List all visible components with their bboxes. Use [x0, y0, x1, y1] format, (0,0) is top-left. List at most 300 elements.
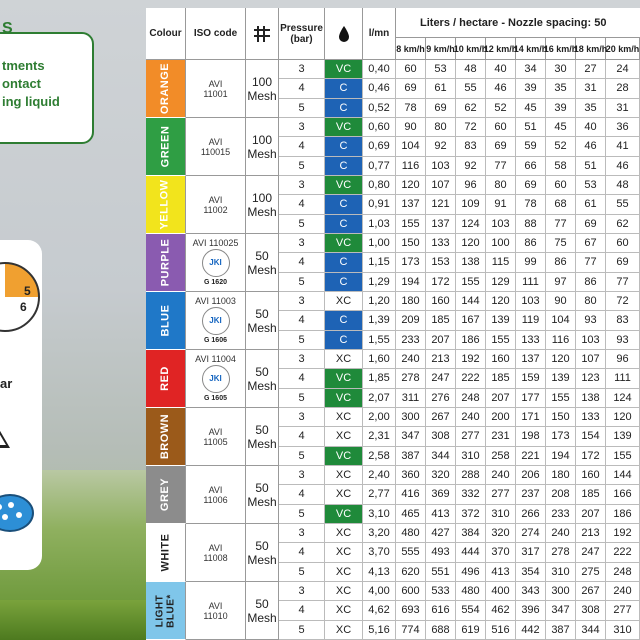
table-cell: 90 — [546, 292, 576, 311]
header-lmin: l/mn — [363, 8, 396, 60]
speed-header: 10 km/h — [456, 38, 486, 60]
table-row — [279, 331, 640, 350]
table-cell: 66 — [516, 157, 546, 176]
table-cell: 133 — [516, 331, 546, 350]
table-cell: 58 — [546, 157, 576, 176]
table-row — [279, 311, 640, 330]
table-cell: 93 — [606, 331, 640, 350]
table-cell: 62 — [456, 99, 486, 118]
table-cell: 124 — [606, 389, 640, 408]
table-cell: 347 — [396, 427, 426, 446]
table-row — [279, 350, 640, 369]
table-cell: 124 — [456, 215, 486, 234]
table-cell: 462 — [486, 601, 516, 620]
table-cell: 3 — [279, 60, 325, 79]
colour-cell — [146, 466, 186, 524]
table-cell: 344 — [426, 447, 456, 466]
table-cell: 103 — [516, 292, 546, 311]
droplet-class-badge: C — [325, 79, 363, 98]
droplet-class-badge: VC — [325, 505, 363, 524]
table-cell: 104 — [546, 311, 576, 330]
table-cell: 123 — [576, 369, 606, 388]
table-cell: 69 — [396, 79, 426, 98]
table-cell: 27 — [576, 60, 606, 79]
table-row — [279, 157, 640, 176]
droplet-class-badge: VC — [325, 447, 363, 466]
droplet-class-badge: XC — [325, 524, 363, 543]
iso-code-text: AVI 11008 — [203, 542, 228, 563]
table-cell: 277 — [486, 485, 516, 504]
table-cell: 55 — [606, 195, 640, 214]
iso-code — [186, 60, 246, 118]
table-cell: 194 — [546, 447, 576, 466]
table-cell: 1,29 — [363, 273, 396, 292]
colour-cell — [146, 408, 186, 466]
jki-seal-icon — [202, 307, 230, 335]
table-cell: 0,52 — [363, 99, 396, 118]
table-cell: 207 — [486, 389, 516, 408]
table-cell: 77 — [546, 215, 576, 234]
speed-header: 20 km/h — [606, 38, 640, 60]
table-cell: 3,20 — [363, 524, 396, 543]
info-card-title: S — [2, 20, 13, 37]
table-cell: 100 — [486, 234, 516, 253]
table-cell: 53 — [576, 176, 606, 195]
table-cell: 48 — [456, 60, 486, 79]
droplet-class-badge: XC — [325, 350, 363, 369]
table-cell: 120 — [486, 292, 516, 311]
table-cell: 104 — [396, 137, 426, 156]
mesh-size: 50 Mesh — [246, 350, 279, 408]
gauge-value: 5 — [24, 284, 31, 298]
table-cell: 3 — [279, 350, 325, 369]
droplet-class-badge: VC — [325, 118, 363, 137]
droplet-icon — [325, 8, 363, 60]
table-cell: 46 — [606, 157, 640, 176]
droplet-class-badge: XC — [325, 485, 363, 504]
table-cell: 4 — [279, 427, 325, 446]
nozzle-group — [146, 292, 640, 350]
table-cell: 200 — [486, 408, 516, 427]
table-cell: 2,77 — [363, 485, 396, 504]
table-cell: 3 — [279, 234, 325, 253]
table-cell: 317 — [516, 543, 546, 562]
colour-cell — [146, 524, 186, 582]
table-cell: 120 — [396, 176, 426, 195]
mesh-grid-icon — [246, 8, 279, 60]
table-cell: 516 — [486, 621, 516, 640]
droplet-class-badge: C — [325, 99, 363, 118]
table-cell: 80 — [486, 176, 516, 195]
droplet-class-badge: C — [325, 157, 363, 176]
table-cell: 120 — [456, 234, 486, 253]
table-cell: 80 — [426, 118, 456, 137]
table-cell: 51 — [576, 157, 606, 176]
table-cell: 99 — [516, 253, 546, 272]
table-cell: 69 — [426, 99, 456, 118]
table-row — [279, 505, 640, 524]
table-cell: 133 — [576, 408, 606, 427]
table-cell: 533 — [426, 582, 456, 601]
colour-label: WHITE — [158, 533, 171, 572]
table-cell: 69 — [576, 215, 606, 234]
droplet-class-badge: C — [325, 215, 363, 234]
table-cell: 248 — [606, 563, 640, 582]
table-row — [279, 137, 640, 156]
iso-code — [186, 176, 246, 234]
mesh-size: 100 Mesh — [246, 118, 279, 176]
table-cell: 139 — [486, 311, 516, 330]
table-cell: 465 — [396, 505, 426, 524]
table-cell: 155 — [606, 447, 640, 466]
table-row — [279, 273, 640, 292]
nozzle-group — [146, 176, 640, 234]
table-cell: 83 — [606, 311, 640, 330]
table-cell: 207 — [576, 505, 606, 524]
table-cell: 4 — [279, 79, 325, 98]
table-cell: 59 — [516, 137, 546, 156]
jki-mark: JKI — [209, 373, 222, 383]
table-cell: 288 — [456, 466, 486, 485]
table-cell: 247 — [426, 369, 456, 388]
table-cell: 4 — [279, 195, 325, 214]
table-cell: 177 — [516, 389, 546, 408]
droplet-class-badge: VC — [325, 234, 363, 253]
table-row — [279, 427, 640, 446]
table-cell: 310 — [546, 563, 576, 582]
table-cell: 120 — [606, 408, 640, 427]
table-cell: 103 — [426, 157, 456, 176]
colour-label: PURPLE — [159, 238, 171, 287]
table-cell: 554 — [456, 601, 486, 620]
table-cell: 600 — [396, 582, 426, 601]
mesh-size: 50 Mesh — [246, 524, 279, 582]
table-cell: 4,13 — [363, 563, 396, 582]
table-cell: 103 — [576, 331, 606, 350]
table-cell: 0,91 — [363, 195, 396, 214]
droplet-class-badge: XC — [325, 466, 363, 485]
table-cell: 1,55 — [363, 331, 396, 350]
table-cell: 233 — [396, 331, 426, 350]
table-cell: 0,77 — [363, 157, 396, 176]
table-row — [279, 195, 640, 214]
table-cell: 1,60 — [363, 350, 396, 369]
table-cell: 144 — [606, 466, 640, 485]
droplet-class-badge: VC — [325, 369, 363, 388]
table-cell: 555 — [396, 543, 426, 562]
table-cell: 5 — [279, 157, 325, 176]
info-card — [0, 20, 94, 144]
table-cell: 55 — [456, 79, 486, 98]
table-cell: 185 — [576, 485, 606, 504]
nozzle-group — [146, 524, 640, 582]
table-cell: 129 — [486, 273, 516, 292]
table-cell: 343 — [516, 582, 546, 601]
table-cell: 39 — [516, 79, 546, 98]
droplet-class-badge: C — [325, 311, 363, 330]
table-cell: 1,85 — [363, 369, 396, 388]
table-cell: 72 — [456, 118, 486, 137]
table-cell: 68 — [546, 195, 576, 214]
table-cell: 52 — [486, 99, 516, 118]
table-cell: 354 — [516, 563, 546, 582]
speed-header: 8 km/h — [396, 38, 426, 60]
table-cell: 396 — [516, 601, 546, 620]
table-cell: 344 — [576, 621, 606, 640]
table-cell: 60 — [606, 234, 640, 253]
table-cell: 111 — [516, 273, 546, 292]
table-cell: 60 — [546, 176, 576, 195]
jki-seal-icon — [202, 249, 230, 277]
table-cell: 28 — [606, 79, 640, 98]
table-cell: 39 — [546, 99, 576, 118]
table-cell: 3,10 — [363, 505, 396, 524]
colour-cell — [146, 292, 186, 350]
mesh-size: 50 Mesh — [246, 582, 279, 640]
table-cell: 308 — [576, 601, 606, 620]
table-cell: 173 — [396, 253, 426, 272]
table-cell: 137 — [396, 195, 426, 214]
table-cell: 231 — [486, 427, 516, 446]
table-cell: 222 — [456, 369, 486, 388]
table-cell: 300 — [396, 408, 426, 427]
table-cell: 277 — [456, 427, 486, 446]
table-cell: 173 — [546, 427, 576, 446]
table-cell: 774 — [396, 621, 426, 640]
droplet-class-badge: C — [325, 137, 363, 156]
table-row — [279, 408, 640, 427]
table-cell: 2,40 — [363, 466, 396, 485]
table-cell: 34 — [516, 60, 546, 79]
table-row — [279, 292, 640, 311]
droplet-class-badge: C — [325, 273, 363, 292]
table-cell: 0,46 — [363, 79, 396, 98]
table-cell: 240 — [486, 466, 516, 485]
table-row — [279, 563, 640, 582]
droplet-class-badge: XC — [325, 543, 363, 562]
table-cell: 493 — [426, 543, 456, 562]
table-cell: 96 — [606, 350, 640, 369]
table-row — [279, 466, 640, 485]
iso-code — [186, 292, 246, 350]
droplet-class-badge: XC — [325, 427, 363, 446]
table-cell: 61 — [426, 79, 456, 98]
table-cell: 121 — [426, 195, 456, 214]
table-cell: 3 — [279, 466, 325, 485]
table-cell: 320 — [426, 466, 456, 485]
table-cell: 24 — [606, 60, 640, 79]
table-cell: 5 — [279, 215, 325, 234]
table-cell: 208 — [546, 485, 576, 504]
iso-code — [186, 408, 246, 466]
table-cell: 155 — [486, 331, 516, 350]
table-cell: 5 — [279, 447, 325, 466]
table-cell: 167 — [456, 311, 486, 330]
table-cell: 320 — [486, 524, 516, 543]
table-cell: 310 — [486, 505, 516, 524]
table-cell: 185 — [486, 369, 516, 388]
table-row — [279, 176, 640, 195]
jki-seal-icon — [202, 365, 230, 393]
table-cell: 3 — [279, 408, 325, 427]
table-cell: 266 — [516, 505, 546, 524]
table-cell: 194 — [396, 273, 426, 292]
colour-label: ORANGE — [159, 62, 171, 115]
table-cell: 186 — [456, 331, 486, 350]
table-cell: 240 — [456, 408, 486, 427]
table-cell: 115 — [486, 253, 516, 272]
table-cell: 60 — [396, 60, 426, 79]
table-cell: 267 — [576, 582, 606, 601]
table-row — [279, 543, 640, 562]
table-cell: 332 — [456, 485, 486, 504]
info-line: ing liquid — [2, 94, 60, 109]
table-cell: 61 — [576, 195, 606, 214]
table-cell: 387 — [546, 621, 576, 640]
table-cell: 4,62 — [363, 601, 396, 620]
table-cell: 384 — [456, 524, 486, 543]
table-cell: 40 — [576, 118, 606, 137]
jki-code: G 1620 — [204, 278, 227, 286]
table-row — [279, 369, 640, 388]
table-cell: 160 — [576, 466, 606, 485]
table-cell: 0,40 — [363, 60, 396, 79]
droplet-class-badge: VC — [325, 176, 363, 195]
table-cell: 278 — [546, 543, 576, 562]
iso-code — [186, 524, 246, 582]
table-cell: 619 — [456, 621, 486, 640]
table-cell: 150 — [546, 408, 576, 427]
table-cell: 4,00 — [363, 582, 396, 601]
iso-code-text: AVI 11006 — [203, 484, 228, 505]
table-cell: 90 — [396, 118, 426, 137]
table-cell: 119 — [516, 311, 546, 330]
header-iso: ISO code — [186, 8, 246, 60]
iso-code-text: AVI 11003 — [195, 295, 236, 306]
table-cell: 150 — [396, 234, 426, 253]
colour-label: RED — [158, 366, 171, 391]
iso-code-text: AVI 11001 — [203, 78, 228, 99]
table-cell: 153 — [426, 253, 456, 272]
colour-cell — [146, 60, 186, 118]
table-cell: 107 — [576, 350, 606, 369]
table-cell: 83 — [456, 137, 486, 156]
table-cell: 92 — [456, 157, 486, 176]
table-cell: 109 — [456, 195, 486, 214]
table-cell: 5,16 — [363, 621, 396, 640]
table-cell: 413 — [486, 563, 516, 582]
droplet-class-badge: C — [325, 331, 363, 350]
table-cell: 248 — [456, 389, 486, 408]
table-cell: 2,58 — [363, 447, 396, 466]
gauge-value: 6 — [20, 300, 27, 314]
table-cell: 3 — [279, 582, 325, 601]
mesh-size: 50 Mesh — [246, 292, 279, 350]
colour-cell — [146, 118, 186, 176]
table-row — [279, 215, 640, 234]
table-cell: 45 — [516, 99, 546, 118]
nozzle-group — [146, 408, 640, 466]
table-cell: 480 — [396, 524, 426, 543]
table-cell: 5 — [279, 331, 325, 350]
table-row — [279, 485, 640, 504]
droplet-class-badge: VC — [325, 60, 363, 79]
table-cell: 172 — [426, 273, 456, 292]
speed-header: 12 km/h — [486, 38, 516, 60]
table-cell: 46 — [576, 137, 606, 156]
table-cell: 4 — [279, 369, 325, 388]
table-cell: 116 — [546, 331, 576, 350]
table-cell: 311 — [396, 389, 426, 408]
table-cell: 1,39 — [363, 311, 396, 330]
table-cell: 160 — [426, 292, 456, 311]
iso-code-text: AVI 11004 — [195, 353, 236, 364]
warning-triangle-icon — [0, 424, 10, 448]
jki-mark: JKI — [209, 257, 222, 267]
colour-label: BROWN — [159, 413, 171, 460]
table-cell: 52 — [546, 137, 576, 156]
table-cell: 53 — [426, 60, 456, 79]
table-row — [279, 60, 640, 79]
table-cell: 166 — [606, 485, 640, 504]
table-cell: 96 — [456, 176, 486, 195]
mesh-size: 50 Mesh — [246, 408, 279, 466]
table-cell: 111 — [606, 369, 640, 388]
table-cell: 97 — [546, 273, 576, 292]
colour-label: YELLOW — [159, 179, 171, 230]
table-cell: 160 — [486, 350, 516, 369]
table-cell: 139 — [546, 369, 576, 388]
table-cell: 155 — [396, 215, 426, 234]
table-cell: 139 — [606, 427, 640, 446]
table-cell: 171 — [516, 408, 546, 427]
table-row — [279, 524, 640, 543]
iso-code — [186, 350, 246, 408]
table-cell: 116 — [396, 157, 426, 176]
table-cell: 155 — [546, 389, 576, 408]
table-cell: 444 — [456, 543, 486, 562]
table-cell: 1,15 — [363, 253, 396, 272]
table-cell: 80 — [576, 292, 606, 311]
iso-code-text: AVI 11002 — [203, 194, 228, 215]
colour-cell — [146, 350, 186, 408]
droplet-class-badge: C — [325, 253, 363, 272]
table-cell: 213 — [576, 524, 606, 543]
iso-code — [186, 466, 246, 524]
iso-code — [186, 118, 246, 176]
table-cell: 4 — [279, 485, 325, 504]
table-cell: 275 — [576, 563, 606, 582]
table-cell: 372 — [456, 505, 486, 524]
table-cell: 209 — [396, 311, 426, 330]
table-cell: 192 — [606, 524, 640, 543]
table-cell: 36 — [606, 118, 640, 137]
jki-mark: JKI — [209, 315, 222, 325]
table-cell: 41 — [606, 137, 640, 156]
table-cell: 5 — [279, 99, 325, 118]
table-cell: 416 — [396, 485, 426, 504]
table-cell: 4 — [279, 543, 325, 562]
table-row — [279, 118, 640, 137]
table-cell: 78 — [516, 195, 546, 214]
header-colour: Colour — [146, 8, 186, 60]
table-row — [279, 234, 640, 253]
table-cell: 267 — [426, 408, 456, 427]
table-cell: 237 — [516, 485, 546, 504]
nozzle-group — [146, 60, 640, 118]
table-cell: 496 — [456, 563, 486, 582]
table-cell: 258 — [486, 447, 516, 466]
